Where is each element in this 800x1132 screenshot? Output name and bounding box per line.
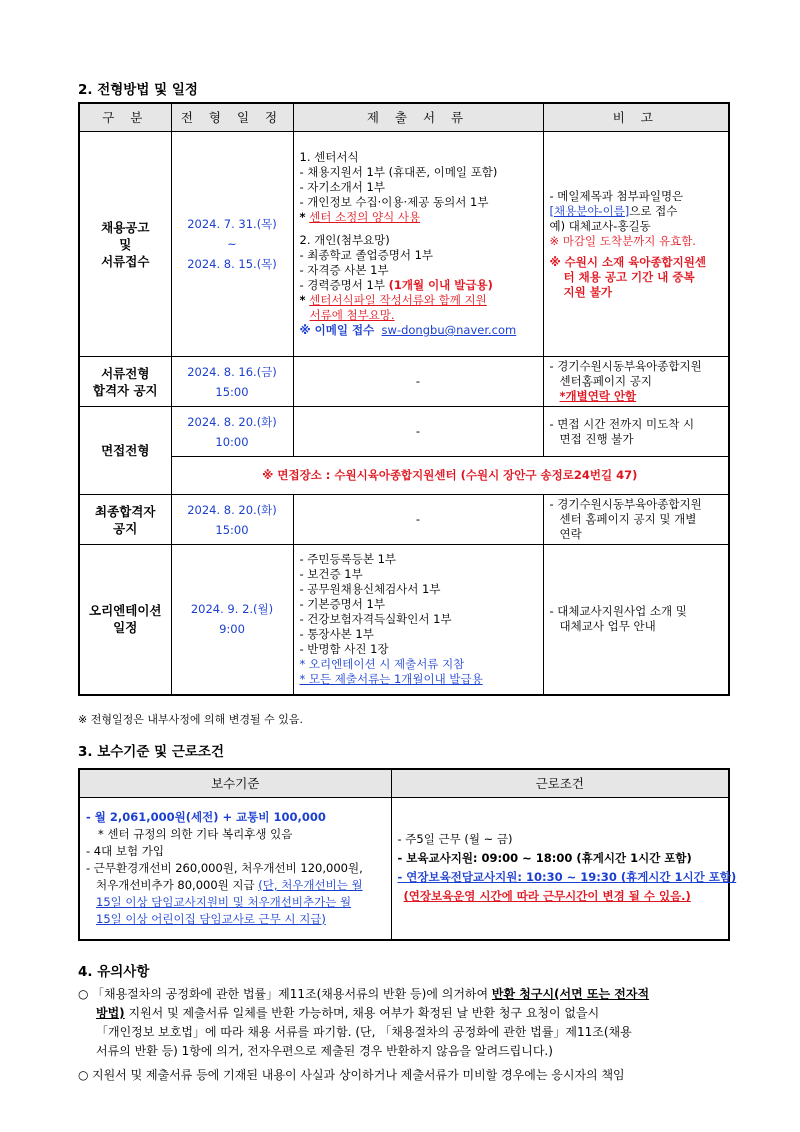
header-pay: 보수기준 bbox=[79, 769, 391, 798]
row2-dates: 2024. 8. 16.(금) 15:00 bbox=[171, 357, 293, 407]
row5-category: 오리엔테이션 일정 bbox=[79, 545, 171, 695]
row4-remarks: - 경기수원시동부육아종합지원 센터 홈페이지 공지 및 개별 연락 bbox=[543, 495, 729, 545]
pay-table bbox=[78, 768, 737, 941]
row3-documents: - bbox=[293, 407, 543, 457]
row1-documents: 1. 센터서식 - 채용지원서 1부 (휴대폰, 이메일 포함) - 자기소개서 1부 - 개인정보 수집·이용·제공 동의서 1부 * 센터 소정의 양식 사용 2. 개인(첨부요망) - 최종학교 졸업증명서 1부 - 자격증 사본 1부 - 경력증명서 1부 (1개월 이내 발급용) * 센터서식파일 작성서류와 함께 지원 서류에 첨부요망. ※ 이메일 접수 sw-dongbu@naver.com bbox=[293, 132, 543, 357]
table-row bbox=[79, 132, 729, 357]
table-row bbox=[79, 495, 729, 545]
table-row bbox=[79, 357, 729, 407]
row4-documents: - bbox=[293, 495, 543, 545]
header-schedule: 전 형 일 정 bbox=[171, 103, 293, 132]
row5-dates: 2024. 9. 2.(월) 9:00 bbox=[171, 545, 293, 695]
row3-dates: 2024. 8. 20.(화) 10:00 bbox=[171, 407, 293, 457]
row1-dates: 2024. 7. 31.(목) ~ 2024. 8. 15.(목) bbox=[171, 132, 293, 357]
header-remarks: 비 고 bbox=[543, 103, 729, 132]
bullet-icon: ○ bbox=[78, 1068, 89, 1082]
table-row bbox=[79, 407, 729, 457]
row5-documents: - 주민등록등본 1부 - 보건증 1부 - 공무원채용신체검사서 1부 - 기본증명서 1부 - 건강보험자격득실확인서 1부 - 통장사본 1부 - 반명함 사진 1장 * 오리엔테이션 시 제출서류 지참 * 모든 제출서류는 1개월이내 발급용 bbox=[293, 545, 543, 695]
row5-remarks: - 대체교사지원사업 소개 및 대체교사 업무 안내 bbox=[543, 545, 729, 695]
table-row bbox=[79, 545, 729, 695]
section2-title: 2. 전형방법 및 일정 bbox=[78, 82, 198, 98]
row2-documents: - bbox=[293, 357, 543, 407]
row4-dates: 2024. 8. 20.(화) 15:00 bbox=[171, 495, 293, 545]
interview-place-note: ※ 면접장소 : 수원시육아종합지원센터 (수원시 장안구 송정로24번길 47) bbox=[171, 457, 729, 495]
table-row bbox=[79, 798, 729, 940]
row3-category: 면접전형 bbox=[79, 407, 171, 495]
row4-category: 최종합격자 공지 bbox=[79, 495, 171, 545]
caution-item-1: ○ 「채용절차의 공정화에 관한 법률」제11조(채용서류의 반환 등)에 의거하여 반환 청구시(서면 또는 전자적 방법) 지원서 및 제출서류 일체를 반환 가능하며, 채용 여부가 확정된 날 반환 청구 요청이 없을시 「개인정보 보호법」에 따라 채용 서류를 파기함. (단, 「채용절차의 공정화에 관한 법률」제11조(채용 서류의 반환 등) 1항에 의거, 전자우편으로 제출된 경우 반환하지 않음을 알려드립니다.) bbox=[78, 987, 650, 1058]
row1-remarks: - 메일제목과 첨부파일명은 [채용분야-이름]으로 접수 예) 대체교사-홍길동 ※ 마감일 도착분까지 유효함. ※ 수원시 소재 육아종합지원센 터 채용 공고 기간 내 중복 지원 불가 bbox=[543, 132, 729, 357]
row3-remarks: - 면접 시간 전까지 미도착 시 면접 진행 불가 bbox=[543, 407, 729, 457]
work-conditions: - 주5일 근무 (월 ~ 금) - 보육교사지원: 09:00 ~ 18:00 (휴게시간 1시간 포함) - 연장보육전담교사지원: 10:30 ~ 19:30 (휴게시간 1시간 포함) (연장보육운영 시간에 따라 근무시간이 변경 될 수 있음.) bbox=[391, 798, 729, 940]
row1-category: 채용공고 및 서류접수 bbox=[79, 132, 171, 357]
pay-criteria: - 월 2,061,000원(세전) + 교통비 100,000 * 센터 규정의 의한 기타 복리후생 있음 - 4대 보험 가입 - 근무환경개선비 260,000원, 처우개선비 120,000원, 처우개선비추가 80,000원 지급 (단, 처우개선비는 월 15일 이상 담임교사지원비 및 처우개선비추가는 월 15일 이상 어린이집 담임교사로 근무 시 지급) bbox=[79, 798, 391, 940]
section3-title: 3. 보수기준 및 근로조건 bbox=[78, 744, 224, 760]
row2-category: 서류전형 합격자 공지 bbox=[79, 357, 171, 407]
schedule-table bbox=[78, 102, 730, 696]
email-link[interactable]: sw-dongbu@naver.com bbox=[381, 323, 517, 337]
row2-remarks: - 경기수원시동부육아종합지원 센터홈페이지 공지 *개별연락 안함 bbox=[543, 357, 729, 407]
schedule-footnote: ※ 전형일정은 내부사정에 의해 변경될 수 있음. bbox=[78, 713, 303, 726]
header-category: 구 분 bbox=[79, 103, 171, 132]
header-work: 근로조건 bbox=[391, 769, 729, 798]
table-row bbox=[79, 457, 729, 495]
section4-title: 4. 유의사항 bbox=[78, 964, 150, 980]
bullet-icon: ○ bbox=[78, 987, 89, 1001]
header-documents: 제 출 서 류 bbox=[293, 103, 543, 132]
caution-item-2: ○ 지원서 및 제출서류 등에 기재된 내용이 사실과 상이하거나 제출서류가 미비할 경우에는 응시자의 책임 bbox=[78, 1066, 726, 1085]
